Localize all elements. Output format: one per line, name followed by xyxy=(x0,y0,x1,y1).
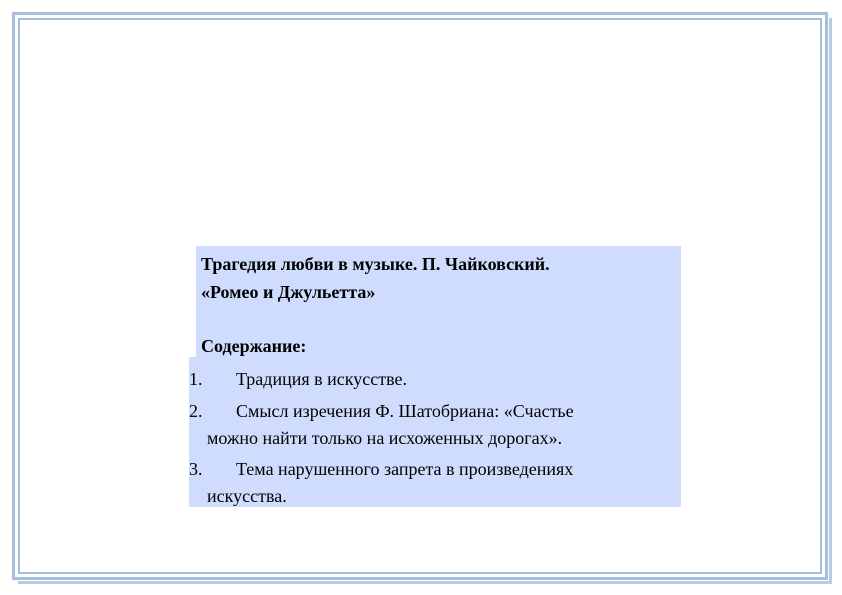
list-item-number: 1. xyxy=(189,369,203,389)
list-item-number: 3. xyxy=(189,459,203,479)
section-heading: Содержание: xyxy=(201,336,307,356)
title-line-1: Трагедия любви в музыке. П. Чайковский. xyxy=(201,254,550,274)
list-item-text-continued: можно найти только на исхоженных дорогах». xyxy=(207,428,563,448)
list-item-text: Тема нарушенного запрета в произведениях xyxy=(236,459,574,479)
document-title xyxy=(201,250,671,306)
list-item-text: Смысл изречения Ф. Шатобриана: «Счастье xyxy=(236,401,574,421)
list-item-text: Традиция в искусстве. xyxy=(236,369,407,389)
title-line-2: «Ромео и Джульетта» xyxy=(201,282,376,302)
list-item-text-continued: искусства. xyxy=(207,486,287,506)
list-item-number: 2. xyxy=(189,401,203,421)
